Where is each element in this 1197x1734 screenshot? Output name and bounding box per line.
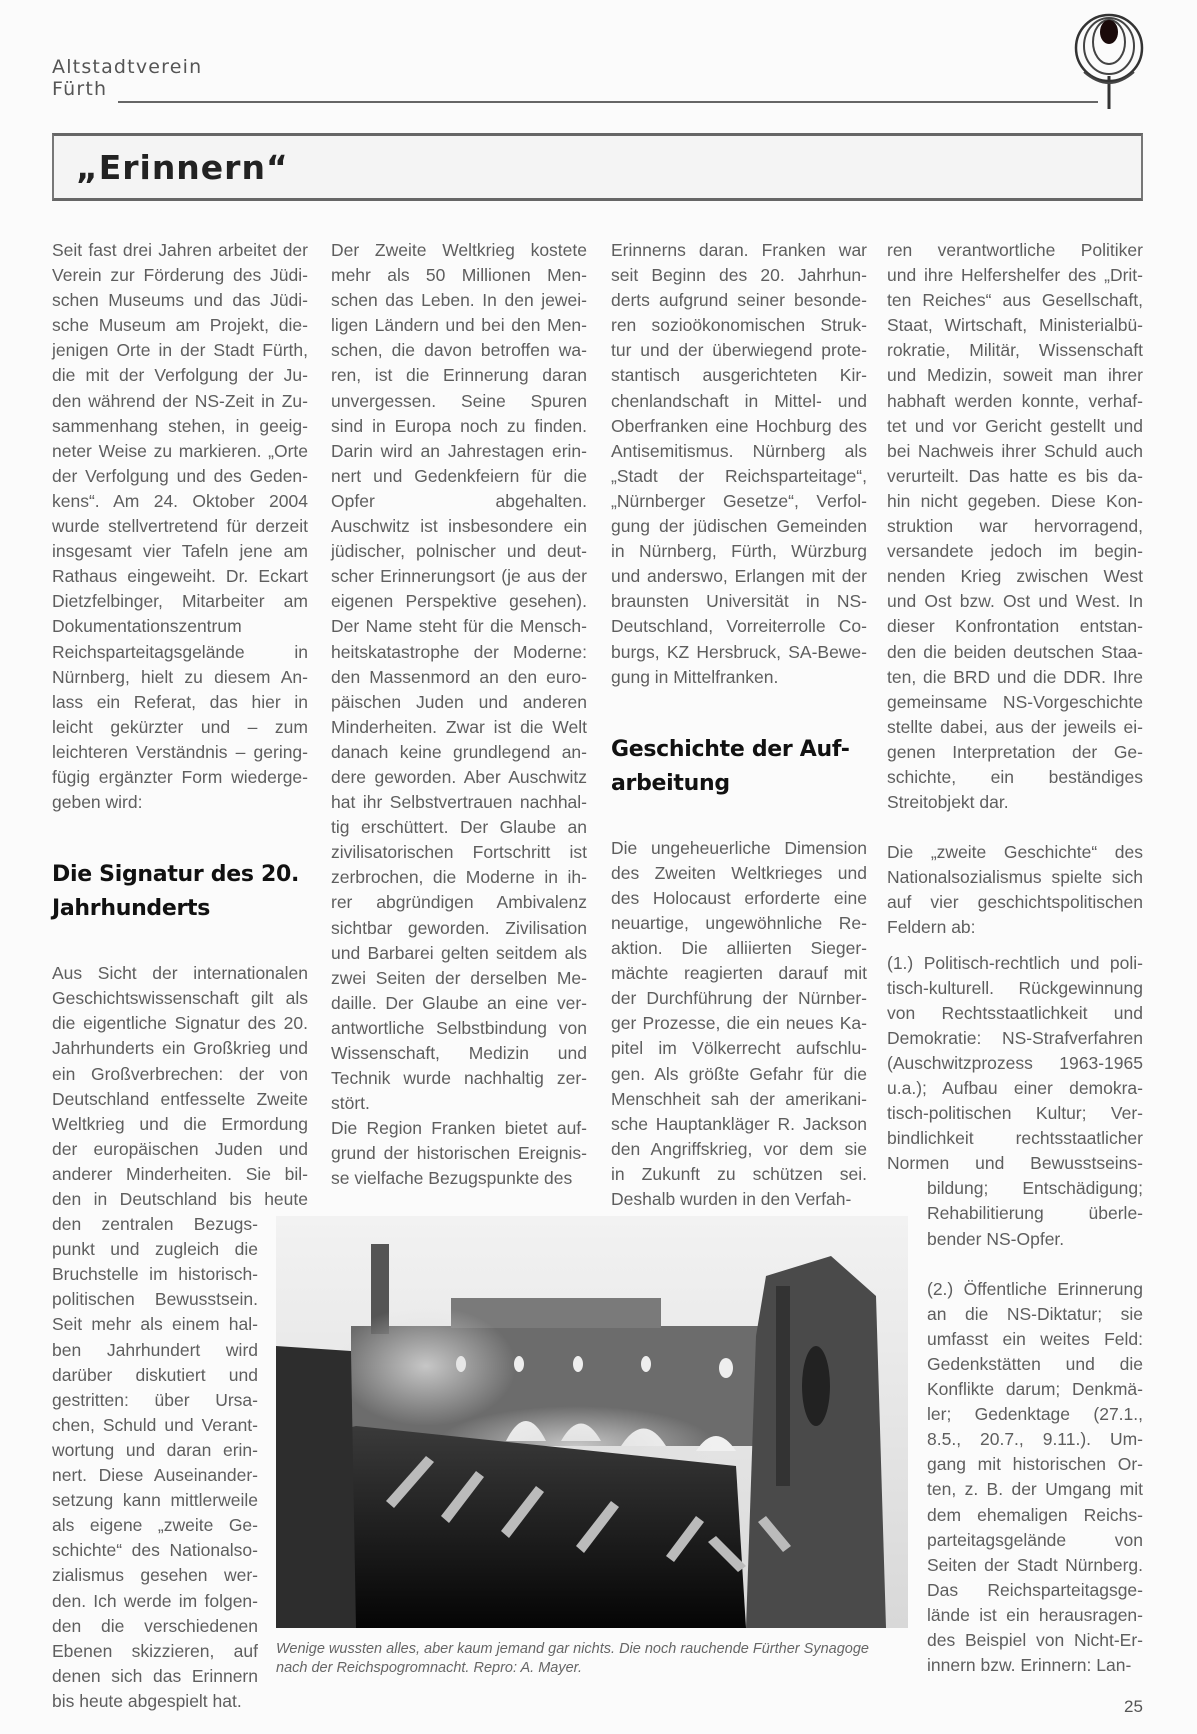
text-line: schichte“ des Nationalso-: [52, 1540, 258, 1561]
text-line: heitskatastrophe der Moderne:: [331, 641, 587, 662]
text-line: Weltkrieg und die Ermordung: [52, 1113, 308, 1134]
text-line: leicht gekürzter und – zum: [52, 716, 308, 737]
text-line: Jahrhunderts ein Großkrieg und: [52, 1038, 308, 1059]
text-line: Bruchstelle im historisch-: [52, 1264, 258, 1285]
text-line: stellte dabei, aus der jeweils ei-: [887, 716, 1143, 737]
paragraph: [887, 951, 1143, 1252]
text-line: gang mit historischen Or-: [927, 1454, 1143, 1475]
text-line: Erinnerns daran. Franken war: [611, 240, 867, 260]
text-line: ben Jahrhundert wird: [52, 1339, 258, 1360]
header-rule: [118, 101, 1098, 103]
paragraph-gap: [887, 815, 1143, 840]
text-column-1: [52, 238, 308, 1714]
text-line: Geschichtswissenschaft gilt als: [52, 988, 308, 1009]
text-line: insgesamt vier Tafeln jene am: [52, 541, 308, 562]
text-line: Der Name steht für die Mensch-: [331, 616, 587, 637]
text-line: Seit fast drei Jahren arbeitet der: [52, 240, 308, 260]
text-line: Streitobjekt dar.: [887, 792, 1009, 813]
text-line: gung der jüdischen Gemeinden: [611, 516, 867, 537]
text-line: Normen und Bewusstseins-: [887, 1153, 1143, 1174]
text-line: lass ein Referat, das hier in: [52, 691, 308, 712]
text-line: Verein zur Förderung des Jüdi-: [52, 265, 308, 286]
text-line: und Medizin, soweit man ihrer: [887, 365, 1143, 386]
text-line: leichteren Verständnis – gering-: [52, 741, 308, 762]
text-line: Oberfranken eine Hochburg des: [611, 415, 867, 436]
text-column-4: [887, 238, 1143, 1678]
text-line: se vielfache Bezugspunkte des: [331, 1168, 573, 1189]
paragraph: [611, 836, 867, 1212]
text-line: burgs, KZ Hersbruck, SA-Bewe-: [611, 641, 867, 662]
text-line: stantisch ausgerichteten Kir-: [611, 365, 867, 386]
text-line: die mit der Verfolgung der Ju-: [52, 365, 308, 386]
text-line: genen Interpretation der Ge-: [887, 741, 1143, 762]
text-line: setzung kann mittlerweile: [52, 1490, 258, 1511]
text-line: des Holocaust erforderte eine: [611, 887, 867, 908]
text-line: verurteilt. Das hatte es bis da-: [887, 465, 1143, 486]
text-line: zialismus gesehen wer-: [52, 1565, 258, 1586]
text-line: gung in Mittelfranken.: [611, 666, 779, 687]
text-line: ten Reiches“ aus Gesellschaft,: [887, 290, 1143, 311]
text-line: (1.) Politisch-rechtlich und poli-: [887, 952, 1143, 973]
text-line: innern bzw. Erinnern: Lan-: [927, 1655, 1132, 1676]
text-line: die eigentliche Signatur des 20.: [52, 1013, 308, 1034]
text-line: sammenhang stehen, in geeig-: [52, 415, 308, 436]
text-line: ren verantwortliche Politiker: [887, 240, 1143, 260]
text-line: mächte reagierten darauf mit: [611, 963, 867, 984]
text-line: ten, z. B. der Umgang mit: [927, 1479, 1143, 1500]
text-line: unvergessen. Seine Spuren: [331, 390, 587, 411]
paragraph-gap: [887, 941, 1143, 951]
text-line: und Barbarei gelten seitdem als: [331, 942, 587, 963]
text-line: anderer Minderheiten. Sie bil-: [52, 1163, 308, 1184]
text-line: Seit mehr als einem hal-: [52, 1314, 258, 1335]
text-line: den in Deutschland bis heute: [52, 1189, 308, 1209]
text-line: des Beispiel von Nicht-Er-: [927, 1629, 1143, 1650]
text-line: Menschheit sah der amerikani-: [611, 1088, 867, 1109]
text-line: (Auschwitzprozess 1963-1965: [887, 1052, 1143, 1073]
text-line: und Ost bzw. Ost und West. In: [887, 591, 1143, 612]
heading-gap: [52, 926, 308, 936]
text-line: seit Beginn des 20. Jahrhun-: [611, 265, 867, 286]
text-line: rer abgründigen Ambivalenz: [331, 892, 587, 913]
text-line: danach keine grundlegend an-: [331, 741, 587, 762]
text-line: Staat, Wirtschaft, Ministerialbü-: [887, 315, 1143, 336]
text-line: chenlandschaft in Mittel- und: [611, 390, 867, 411]
heading-line: Jahrhunderts: [52, 896, 211, 922]
text-line: schen Museums und das Jüdi-: [52, 290, 308, 311]
text-line: parteitagsgelände von: [927, 1529, 1143, 1550]
text-line: Dietzfelbinger, Mitarbeiter am: [52, 591, 308, 612]
text-line: zerbrochen, die Moderne in ih-: [331, 867, 587, 888]
text-line: Opfer abgehalten.: [331, 490, 587, 511]
text-line: ler; Gedenktage (27.1.,: [927, 1404, 1143, 1425]
text-line: Die Region Franken bietet auf-: [331, 1118, 587, 1139]
publisher-name-line2: Fürth: [52, 78, 108, 100]
text-column-3: [611, 238, 867, 1212]
text-line: u.a.); Aufbau einer demokra-: [887, 1078, 1143, 1098]
text-line: bindlichkeit rechtsstaatlicher: [887, 1128, 1143, 1149]
paragraph-gap: [52, 815, 308, 840]
text-line: Auschwitz ist insbesondere ein: [331, 516, 587, 537]
text-line: tisch-politischen Kultur; Ver-: [887, 1103, 1143, 1124]
text-line: tisch-kulturell. Rückgewinnung: [887, 977, 1143, 998]
text-line: struktion war hervorragend,: [887, 516, 1143, 537]
text-line: hin nicht gegeben. Diese Kon-: [887, 490, 1143, 511]
photo-caption-line1: Wenige wussten alles, aber kaum jemand gar nichts. Die noch rauchende Fürther Synagoge: [276, 1641, 869, 1657]
text-line: sche Museum am Projekt, die-: [52, 315, 308, 336]
text-line: Deutschland entfesselte Zweite: [52, 1088, 308, 1109]
text-line: mehr als 50 Millionen Men-: [331, 265, 587, 286]
text-line: zwei Seiten der derselben Me-: [331, 967, 587, 988]
text-line: stört.: [331, 1093, 370, 1114]
text-line: darüber diskutiert und: [52, 1364, 258, 1385]
text-line: umfasst ein weites Feld:: [927, 1328, 1143, 1349]
text-line: Deshalb wurden in den Verfah-: [611, 1189, 852, 1209]
text-line: aktion. Die alliierten Sieger-: [611, 938, 867, 959]
text-line: geben wird:: [52, 792, 143, 813]
text-line: den während der NS-Zeit in Zu-: [52, 390, 308, 411]
text-line: lände ist ein herausragen-: [927, 1604, 1143, 1625]
text-line: sichtbar geworden. Zivilisation: [331, 917, 587, 938]
paragraph-gap: [52, 936, 308, 961]
text-line: bildung; Entschädigung;: [927, 1178, 1143, 1199]
text-line: sche Hauptankläger R. Jackson: [611, 1113, 867, 1134]
synagogue-ruin-image: [276, 1216, 908, 1628]
text-line: sind in Europa noch zu finden.: [331, 415, 587, 436]
title-box: [52, 133, 1143, 201]
photo-caption-line2: nach der Reichspogromnacht. Repro: A. Mayer.: [276, 1660, 582, 1676]
text-line: Seiten der Stadt Nürnberg.: [927, 1554, 1143, 1575]
text-line: als eigene „zweite Ge-: [52, 1515, 258, 1536]
paragraph: [887, 238, 1143, 815]
text-line: braunsten Universität in NS-: [611, 591, 867, 612]
text-line: bis heute abgespielt hat.: [52, 1690, 242, 1711]
text-line: schichte, ein beständiges: [887, 766, 1143, 787]
paragraph: [611, 238, 867, 690]
text-line: versandete jedoch im begin-: [887, 541, 1143, 562]
paragraph-gap: [611, 690, 867, 715]
text-line: den Angriffskrieg, vor dem sie: [611, 1138, 867, 1159]
paragraph: [887, 840, 1143, 940]
text-line: dem ehemaligen Reichs-: [927, 1504, 1143, 1525]
text-line: Deutschland, Vorreiterrolle Co-: [611, 616, 867, 637]
publisher-name-line1: Altstadtverein: [52, 56, 203, 78]
text-line: Rathaus eingeweiht. Dr. Eckart: [52, 566, 308, 587]
heading-gap: [611, 801, 867, 811]
text-line: Konflikte darum; Denkmä-: [927, 1379, 1143, 1400]
photo-caption: [276, 1640, 916, 1678]
text-line: der Verfolgung und des Geden-: [52, 465, 308, 486]
text-line: gestritten: über Ursa-: [52, 1389, 258, 1410]
text-line: an die NS-Diktatur; sie: [927, 1303, 1143, 1324]
section-heading: [52, 858, 308, 936]
text-line: dieser Konfrontation entstan-: [887, 616, 1143, 637]
text-line: wortung und daran erin-: [52, 1439, 258, 1460]
text-line: scher Erinnerungsort (je aus der: [331, 566, 587, 587]
text-line: grund der historischen Ereignis-: [331, 1143, 587, 1164]
text-line: neter Weise zu markieren. „Orte: [52, 440, 308, 461]
paragraph: [52, 238, 308, 815]
text-line: punkt und zugleich die: [52, 1239, 258, 1260]
text-line: schen das Leben. In den jewei-: [331, 290, 587, 311]
text-line: ligen Ländern und bei den Men-: [331, 315, 587, 336]
text-line: der europäischen Juden und: [52, 1138, 308, 1159]
text-line: hat ihr Selbstvertrauen nachhal-: [331, 792, 587, 813]
text-line: „Nürnberger Gesetze“, Verfol-: [611, 490, 867, 511]
text-line: tet und vor Gericht gestellt und: [887, 415, 1143, 436]
page-number: 25: [1124, 1697, 1143, 1716]
text-line: Technik wurde nachhaltig zer-: [331, 1068, 587, 1089]
text-line: Gedenkstätten und die: [927, 1353, 1143, 1374]
text-line: ten, die BRD und die DDR. Ihre: [887, 666, 1143, 687]
text-line: Die ungeheuerliche Dimension: [611, 837, 867, 858]
text-line: Minderheiten. Zwar ist die Welt: [331, 716, 587, 737]
text-line: der Durchführung der Nürnber-: [611, 988, 867, 1009]
text-line: jenigen Orte in der Stadt Fürth,: [52, 340, 308, 361]
text-line: in Zukunft zu schützen sei.: [611, 1163, 867, 1184]
text-line: denen sich das Erinnern: [52, 1665, 258, 1686]
text-line: (2.) Öffentliche Erinnerung: [927, 1278, 1143, 1299]
text-line: Wissenschaft, Medizin und: [331, 1043, 587, 1063]
text-line: fügig ergänzter Form wiederge-: [52, 766, 308, 787]
text-line: habhaft werden konnte, verhaf-: [887, 390, 1143, 411]
text-line: bender NS-Opfer.: [927, 1228, 1065, 1249]
text-line: und anderswo, Erlangen mit der: [611, 566, 867, 587]
text-line: antwortliche Selbstbindung von: [331, 1017, 587, 1038]
text-line: ger Prozesse, die ein neues Ka-: [611, 1013, 867, 1034]
text-line: kens“. Am 24. Oktober 2004: [52, 490, 308, 511]
text-line: den die verschiedenen: [52, 1615, 258, 1636]
text-line: 8.5., 20.7., 9.11.). Um-: [927, 1429, 1143, 1450]
text-line: des Zweiten Weltkrieges und: [611, 862, 867, 883]
altstadtverein-logo-icon: [1072, 12, 1146, 110]
text-line: den die beiden deutschen Staa-: [887, 641, 1143, 662]
text-line: Feldern ab:: [887, 917, 976, 938]
text-line: den zentralen Bezugs-: [52, 1214, 258, 1235]
text-line: dere geworden. Aber Auschwitz: [331, 766, 587, 787]
text-line: Nationalsozialismus spielte sich: [887, 867, 1143, 888]
text-line: und ihre Helfershelfer des „Drit-: [887, 265, 1143, 286]
section-heading: [611, 733, 867, 811]
text-line: Ebenen skizzieren, auf: [52, 1640, 258, 1661]
text-line: auf vier geschichtspolitischen: [887, 892, 1143, 913]
paragraph: [52, 961, 308, 1714]
text-line: jüdischer, polnischer und deut-: [331, 541, 587, 562]
text-line: nert und Gedenkfeiern für die: [331, 465, 587, 486]
text-line: pitel im Völkerrecht aufschlu-: [611, 1038, 867, 1059]
text-line: Reichsparteitagsgelände in: [52, 641, 308, 662]
text-line: „Stadt der Reichsparteitage“,: [611, 465, 867, 486]
text-line: neuartige, ungewöhnliche Re-: [611, 912, 867, 933]
page-title: „Erinnern“: [76, 148, 289, 187]
text-line: päischen Juden und anderen: [331, 691, 587, 712]
paragraph: [887, 1277, 1143, 1679]
text-line: Antisemitismus. Nürnberg als: [611, 440, 867, 461]
synagogue-photo: [276, 1216, 908, 1628]
text-line: eigenen Perspektive gesehen).: [331, 591, 587, 612]
text-line: politischen Bewusstsein.: [52, 1289, 258, 1310]
text-line: tur und der überwiegend prote-: [611, 340, 867, 361]
paragraph-gap: [611, 811, 867, 836]
text-line: gen. Als größte Gefahr für die: [611, 1063, 867, 1084]
text-line: den. Ich werde im folgen-: [52, 1590, 258, 1611]
text-line: nert. Diese Auseinander-: [52, 1465, 258, 1486]
text-line: Die „zweite Geschichte“ des: [887, 842, 1143, 863]
text-line: von Rechtsstaatlichkeit und: [887, 1002, 1143, 1023]
paragraph: [331, 238, 587, 1192]
heading-line: Die Signatur des 20.: [52, 862, 300, 888]
text-line: chen, Schuld und Verant-: [52, 1414, 258, 1435]
text-line: ren, ist die Erinnerung daran: [331, 365, 587, 386]
text-line: Darin wird an Jahrestagen erin-: [331, 440, 587, 461]
text-line: Dokumentationszentrum: [52, 616, 242, 637]
text-line: Aus Sicht der internationalen: [52, 963, 308, 984]
text-line: nenden Krieg zwischen West: [887, 566, 1143, 587]
text-line: schen, die davon betroffen wa-: [331, 340, 587, 361]
text-line: Demokratie: NS-Strafverfahren: [887, 1027, 1143, 1048]
text-line: Rehabilitierung überle-: [927, 1203, 1143, 1224]
heading-line: Geschichte der Auf-: [611, 736, 850, 762]
text-line: daille. Der Glaube an eine ver-: [331, 992, 587, 1013]
heading-line: arbeitung: [611, 770, 730, 796]
text-line: ren sozioökonomischen Struk-: [611, 315, 867, 336]
publisher-name: [52, 56, 202, 100]
text-column-2: [331, 238, 587, 1192]
text-line: Der Zweite Weltkrieg kostete: [331, 240, 587, 260]
text-line: rokratie, Militär, Wissenschaft: [887, 340, 1143, 361]
text-line: ein Großverbrechen: der von: [52, 1063, 308, 1084]
text-line: gemeinsame NS-Vorgeschichte: [887, 691, 1143, 712]
text-line: tig erschüttert. Der Glaube an: [331, 817, 587, 838]
text-line: in Nürnberg, Fürth, Würzburg: [611, 541, 867, 562]
text-line: Nürnberg, hielt zu diesem An-: [52, 666, 308, 687]
text-line: Das Reichsparteitagsge-: [927, 1579, 1143, 1600]
text-line: derts aufgrund seiner besonde-: [611, 290, 867, 311]
paragraph-gap: [887, 1252, 1143, 1277]
text-line: wurde stellvertretend für derzeit: [52, 516, 308, 537]
text-line: bei Nachweis ihrer Schuld auch: [887, 440, 1143, 461]
text-line: den Massenmord an den euro-: [331, 666, 587, 687]
text-line: zivilisatorischen Fortschritt ist: [331, 842, 587, 863]
